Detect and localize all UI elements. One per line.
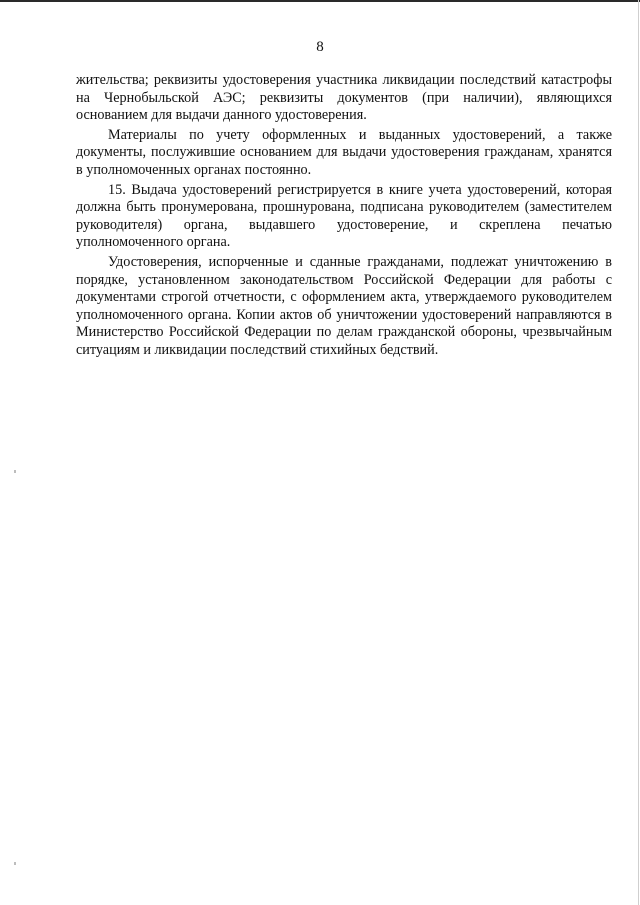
scan-speck — [14, 470, 16, 473]
scan-top-border — [0, 0, 640, 2]
paragraph-3: 15. Выдача удостоверений регистрируется в книге учета удостоверений, которая должна быть пронумерована, прошнурована, подписана руководителем (заместителем руководителя) органа, выдавшего удостоверение, и скреплена печатью уполномоченного органа. — [76, 181, 612, 251]
document-body — [76, 72, 612, 362]
paragraph-4: Удостоверения, испорченные и сданные гражданами, подлежат уничтожению в порядке, установленном законодательством Российской Федерации для работы с документами строгой отчетности, с оформлением акта, утверждаемого руководителем уполномоченного органа. Копии актов об уничтожении удостоверений направляются в Министерство Российской Федерации по делам гражданской обороны, чрезвычайным ситуациям и ликвидации последствий стихийных бедствий. — [76, 253, 612, 358]
paragraph-1: жительства; реквизиты удостоверения участника ликвидации последствий катастрофы на Чернобыльской АЭС; реквизиты документов (при наличии), являющихся основанием для выдачи данного удостоверения. — [76, 72, 612, 124]
scan-speck — [14, 862, 16, 865]
paragraph-2: Материалы по учету оформленных и выданных удостоверений, а также документы, послужившие основанием для выдачи удостоверения гражданам, хранятся в уполномоченных органах постоянно. — [76, 126, 612, 178]
scan-right-border — [638, 0, 639, 905]
page-number: 8 — [316, 39, 324, 55]
